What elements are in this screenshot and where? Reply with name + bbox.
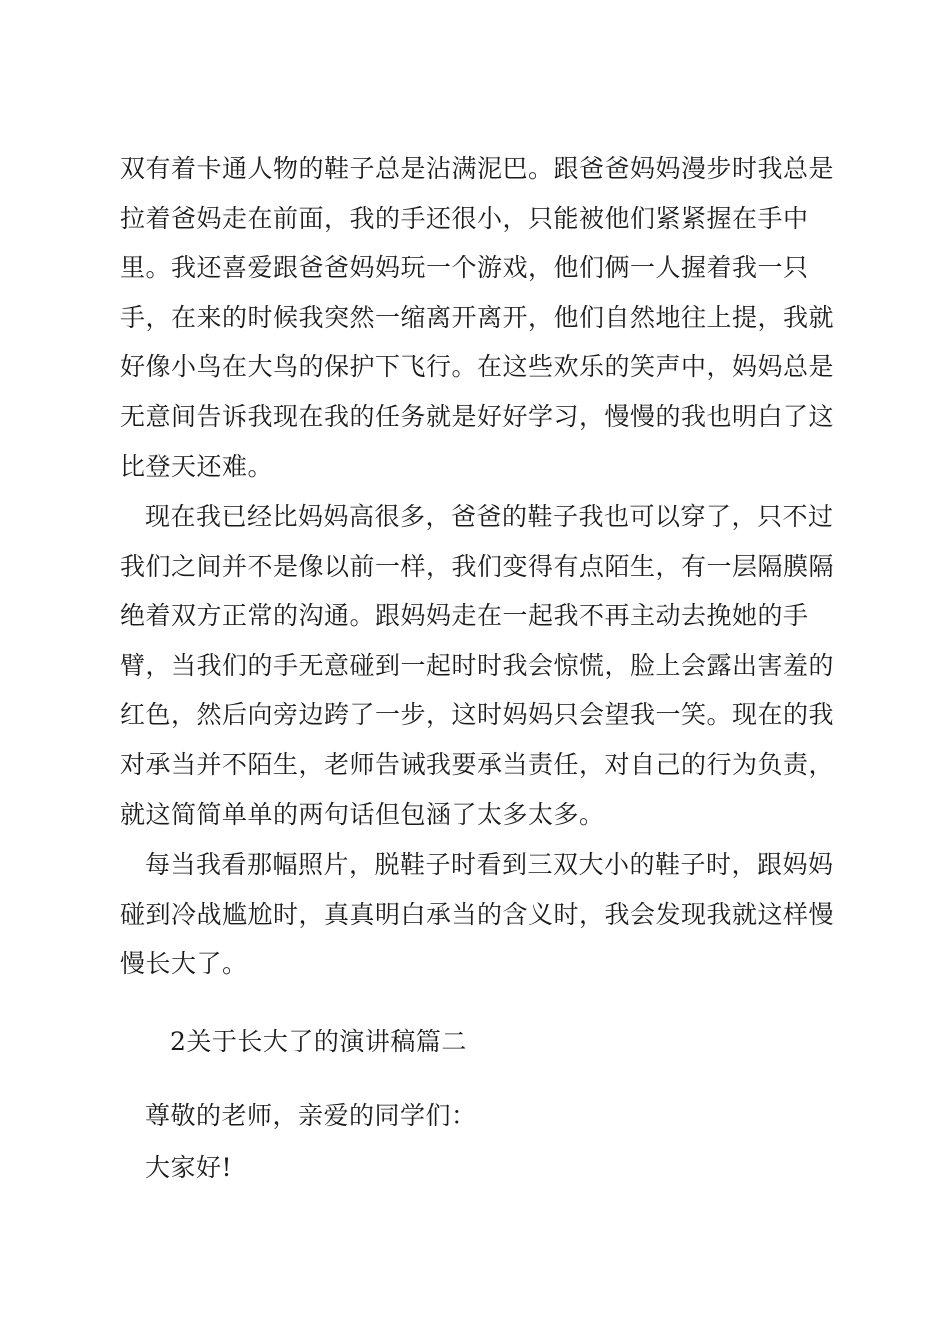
body-paragraph-2: 现在我已经比妈妈高很多，爸爸的鞋子我也可以穿了，只不过我们之间并不是像以前一样，我们变得有点陌生，有一层隔膜隔绝着双方正常的沟通。跟妈妈走在一起我不再主动去挽她的手臂，当我们的手无意碰到一起时时我会惊慌，脸上会露出害羞的红色，然后向旁边跨了一步，这时妈妈只会望我一笑。现在的我对承当并不陌生，老师告诫我要承当责任，对自己的行为负责，就这简简单单的两句话但包涵了太多太多。	[120, 502, 835, 829]
greeting-line: 大家好!	[145, 1153, 233, 1182]
salutation-line: 尊敬的老师，亲爱的同学们：	[145, 1101, 477, 1130]
body-paragraph-3: 每当我看那幅照片，脱鞋子时看到三双大小的鞋子时，跟妈妈碰到冷战尴尬时，真真明白承当的含义时，我会发现我就这样慢慢长大了。	[120, 850, 835, 979]
body-paragraph-1: 双有着卡通人物的鞋子总是沾满泥巴。跟爸爸妈妈漫步时我总是拉着爸妈走在前面，我的手还很小，只能被他们紧紧握在手中里。我还喜爱跟爸爸妈妈玩一个游戏，他们俩一人握着我一只手，在来的时候我突然一缩离开离开，他们自然地往上提，我就好像小鸟在大鸟的保护下飞行。在这些欢乐的笑声中，妈妈总是无意间告诉我现在我的任务就是好好学习，慢慢的我也明白了这比登天还难。	[120, 154, 835, 481]
section-heading: 2关于长大了的演讲稿篇二	[170, 1027, 467, 1056]
